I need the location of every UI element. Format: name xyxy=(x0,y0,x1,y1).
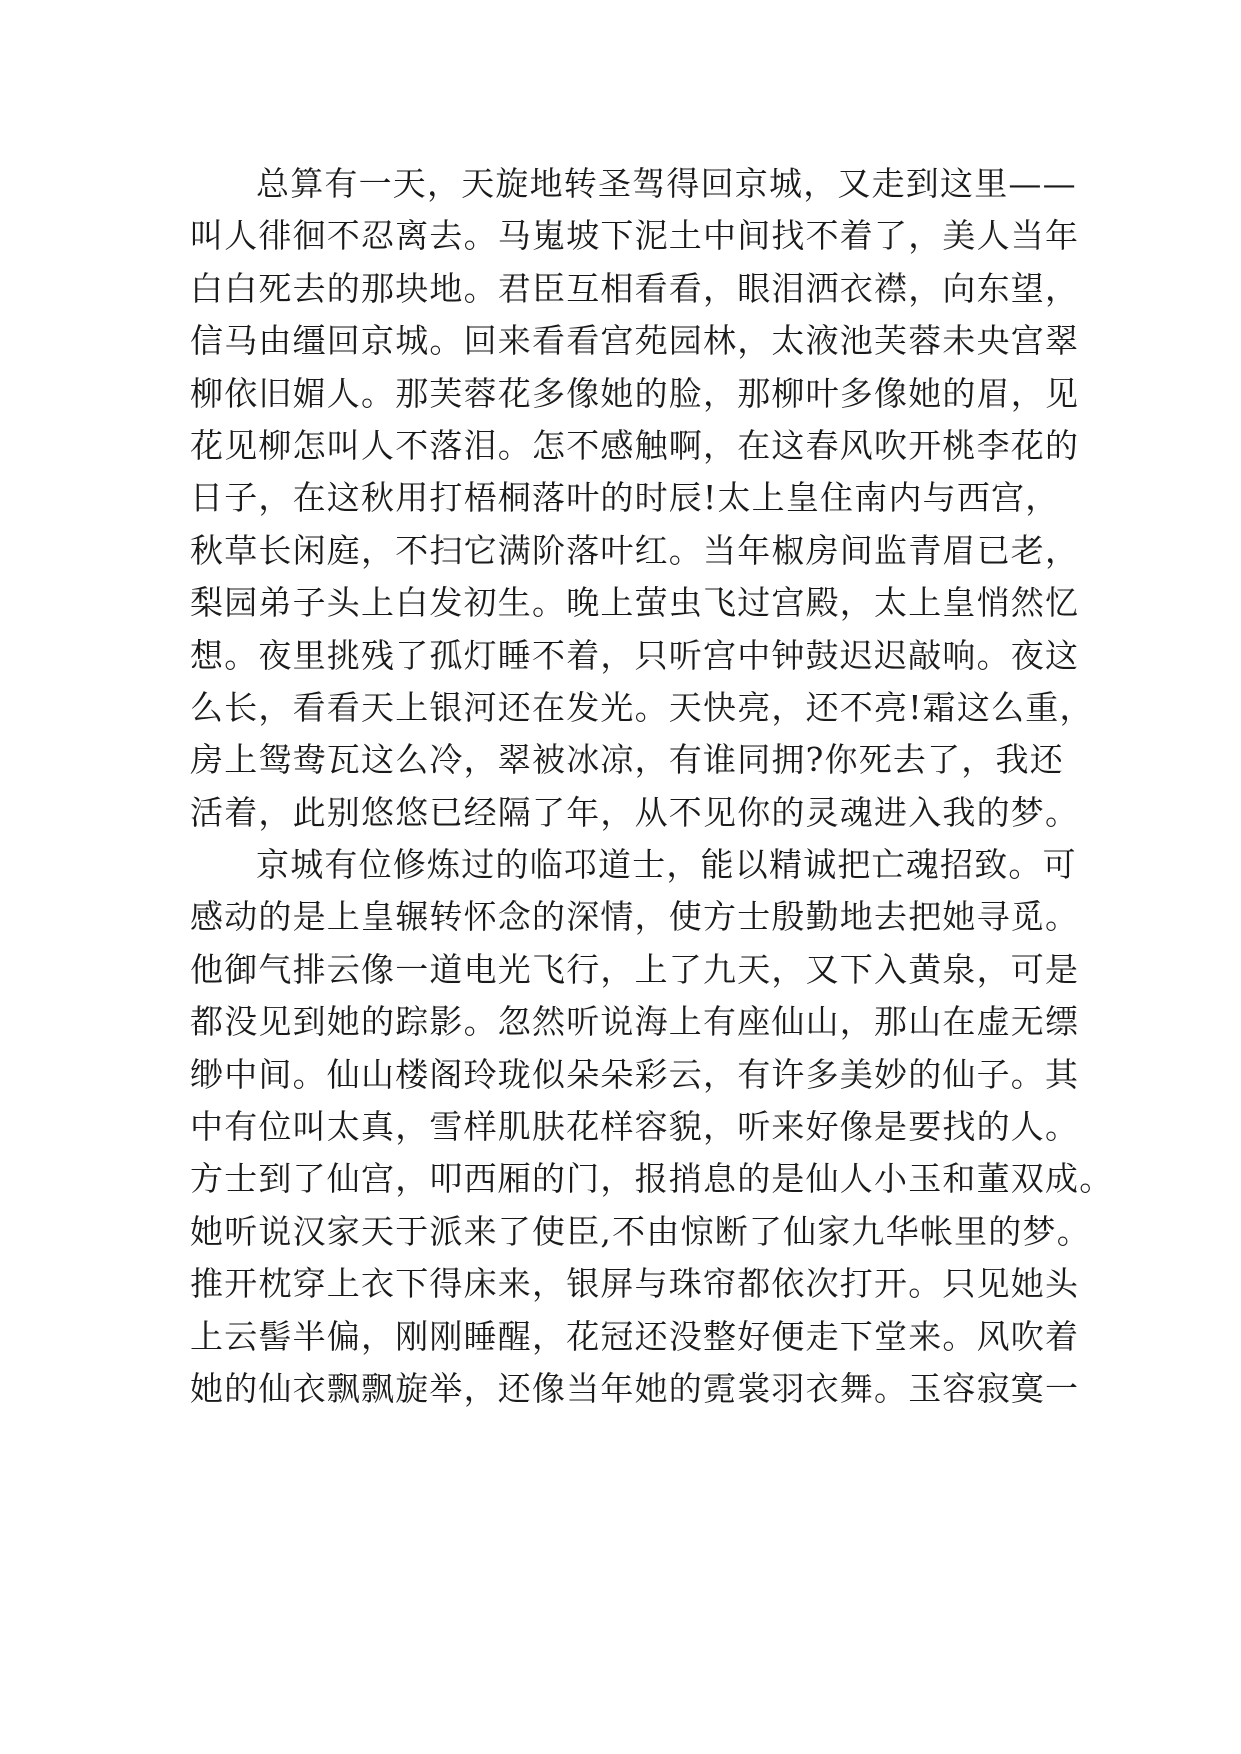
paragraph-2 xyxy=(190,839,1114,1415)
text-line: 都没见到她的踪影。忽然听说海上有座仙山，那山在虚无缥 xyxy=(190,1002,1080,1042)
text-line: 想。夜里挑残了孤灯睡不着，只听宫中钟鼓迟迟敲响。夜这 xyxy=(190,635,1080,675)
paragraph-1 xyxy=(190,158,1094,839)
text-line: 她听说汉家天于派来了使臣,不由惊断了仙家九华帐里的梦。 xyxy=(190,1211,1091,1251)
text-line: 房上鸳鸯瓦这么冷，翠被冰凉，有谁同拥?你死去了，我还 xyxy=(190,740,1064,780)
text-line: 总算有一天，天旋地转圣驾得回京城，又走到这里—— xyxy=(256,164,1077,203)
text-line: 叫人徘徊不忍离去。马嵬坡下泥土中间找不着了，美人当年 xyxy=(190,216,1080,256)
text-line: 缈中间。仙山楼阁玲珑似朵朵彩云，有许多美妙的仙子。其 xyxy=(190,1054,1080,1094)
text-line: 他御气排云像一道电光飞行，上了九天，又下入黄泉，可是 xyxy=(190,949,1080,989)
text-line: 京城有位修炼过的临邛道士，能以精诚把亡魂招致。可 xyxy=(256,845,1077,885)
text-line: 上云髻半偏，刚刚睡醒，花冠还没整好便走下堂来。风吹着 xyxy=(190,1316,1080,1356)
text-line: 白白死去的那块地。君臣互相看看，眼泪洒衣襟，向东望， xyxy=(190,268,1080,308)
text-line: 么长，看看天上银河还在发光。天快亮，还不亮!霜这么重， xyxy=(190,687,1094,727)
text-line: 信马由缰回京城。回来看看宫苑园林，太液池芙蓉未央宫翠 xyxy=(190,321,1080,361)
text-line: 感动的是上皇辗转怀念的深情，使方士殷勤地去把她寻觅。 xyxy=(190,897,1080,937)
text-line: 日子，在这秋用打梧桐落叶的时辰!太上皇住南内与西宫， xyxy=(190,478,1060,518)
text-line: 她的仙衣飘飘旋举，还像当年她的霓裳羽衣舞。玉容寂寞一 xyxy=(190,1368,1080,1408)
text-line: 梨园弟子头上白发初生。晚上萤虫飞过宫殿，太上皇悄然忆 xyxy=(190,583,1080,623)
body-text xyxy=(190,158,1114,1415)
text-line: 中有位叫太真，雪样肌肤花样容貌，听来好像是要找的人。 xyxy=(190,1107,1080,1147)
text-line: 活着，此别悠悠已经隔了年，从不见你的灵魂进入我的梦。 xyxy=(190,792,1080,832)
text-line: 推开枕穿上衣下得床来，银屏与珠帘都依次打开。只见她头 xyxy=(190,1264,1080,1304)
text-line: 花见柳怎叫人不落泪。怎不感触啊，在这春风吹开桃李花的 xyxy=(190,425,1080,465)
text-line: 方士到了仙宫，叩西厢的门，报捎息的是仙人小玉和董双成。 xyxy=(190,1159,1114,1199)
text-line: 柳依旧媚人。那芙蓉花多像她的脸，那柳叶多像她的眉，见 xyxy=(190,373,1080,413)
text-line: 秋草长闲庭，不扫它满阶落叶红。当年椒房间监青眉已老， xyxy=(190,530,1080,570)
